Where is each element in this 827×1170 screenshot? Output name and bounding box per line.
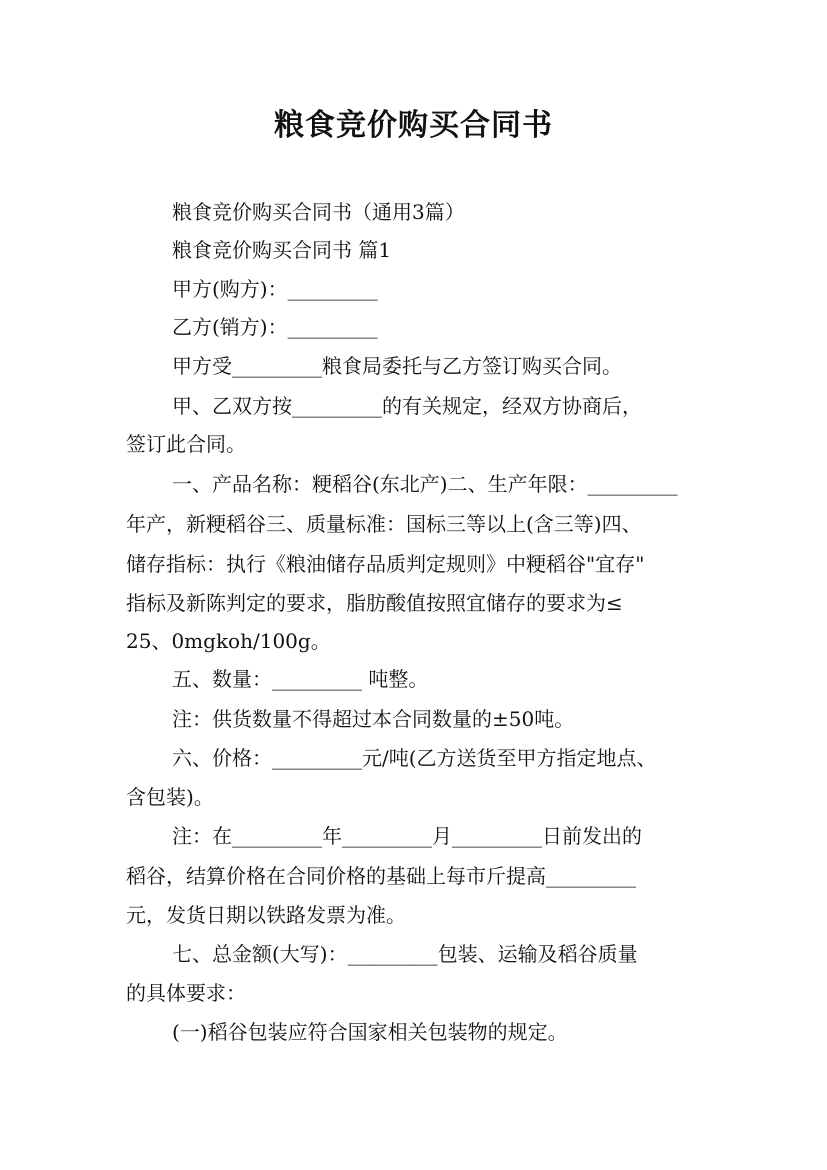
paragraph-line: (一)稻谷包装应符合国家相关包装物的规定。	[172, 1020, 568, 1044]
paragraph-line: 指标及新陈判定的要求，脂肪酸值按照宜储存的要求为≤	[126, 591, 623, 615]
paragraph-line: 储存指标：执行《粮油储存品质判定规则》中粳稻谷"宜存"	[126, 552, 645, 576]
paragraph-line: 含包装)。	[126, 785, 214, 809]
document-subtitle: 粮食竞价购买合同书（通用3篇）	[172, 200, 465, 224]
paragraph-line: 的具体要求：	[126, 981, 246, 1005]
paragraph-line: 25、0mgkoh/100g。	[126, 629, 331, 653]
paragraph-line: 元，发货日期以铁路发票为准。	[126, 903, 406, 927]
paragraph-line: 签订此合同。	[126, 432, 246, 456]
paragraph-line: 注：在_________年_________月_________日前发出的	[172, 824, 642, 848]
paragraph-line: 六、价格：_________元/吨(乙方送货至甲方指定地点、	[172, 746, 657, 770]
paragraph-line: 甲、乙双方按_________的有关规定，经双方协商后，	[172, 394, 642, 418]
document-title: 粮食竞价购买合同书	[274, 108, 553, 143]
party-a-line: 甲方(购方)：_________	[172, 277, 378, 301]
paragraph-line: 五、数量：_________ 吨整。	[172, 667, 429, 691]
paragraph-line: 稻谷，结算价格在合同价格的基础上每市斤提高_________	[126, 864, 636, 888]
section-heading: 粮食竞价购买合同书 篇1	[172, 238, 392, 262]
paragraph-line: 年产，新粳稻谷三、质量标准：国标三等以上(含三等)四、	[126, 512, 642, 536]
paragraph-line: 甲方受_________粮食局委托与乙方签订购买合同。	[172, 354, 622, 378]
paragraph-line: 七、总金额(大写)：_________包装、运输及稻谷质量	[172, 942, 638, 966]
paragraph-line: 一、产品名称：粳稻谷(东北产)二、生产年限：_________	[172, 472, 678, 496]
paragraph-line: 注：供货数量不得超过本合同数量的±50吨。	[172, 707, 575, 731]
party-b-line: 乙方(销方)：_________	[172, 315, 378, 339]
